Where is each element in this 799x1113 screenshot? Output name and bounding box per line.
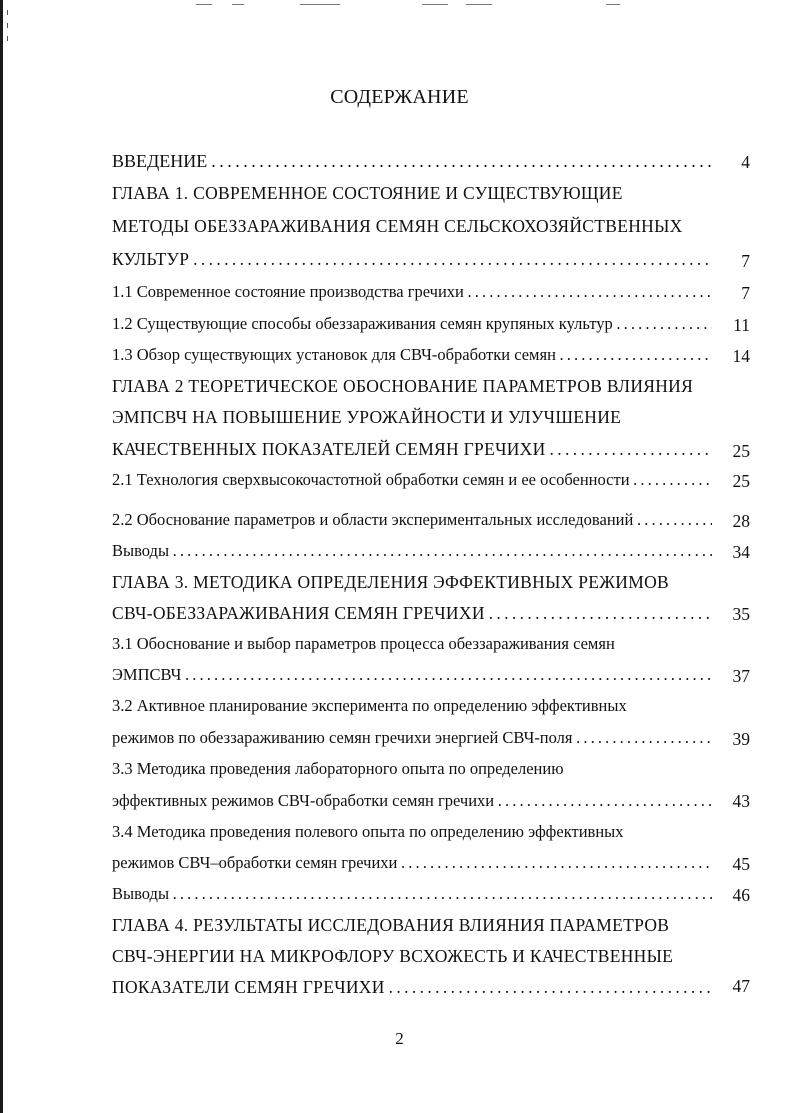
scan-top-mark — [466, 4, 492, 5]
toc-entry-introduction[interactable]: ВВЕДЕНИЕ . . . — [112, 150, 712, 172]
toc-page-number: 47 — [732, 976, 750, 996]
toc-page-number: 4 — [741, 152, 750, 172]
toc-page-number: 25 — [732, 441, 750, 461]
toc-chapter-3-line-1[interactable]: ГЛАВА 3. МЕТОДИКА ОПРЕДЕЛЕНИЯ ЭФФЕКТИВНЫХ РЕЖИМОВ — [112, 572, 669, 592]
toc-chapter-2-line-1[interactable]: ГЛАВА 2 ТЕОРЕТИЧЕСКОЕ ОБОСНОВАНИЕ ПАРАМЕТРОВ ВЛИЯНИЯ — [112, 376, 694, 396]
toc-page-number: 11 — [733, 315, 750, 335]
toc-chapter-2-line-2[interactable]: ЭМПСВЧ НА ПОВЫШЕНИЕ УРОЖАЙНОСТИ И УЛУЧШЕНИЕ — [112, 407, 622, 427]
scan-top-mark — [196, 4, 212, 5]
toc-chapter-4-line-3[interactable]: ПОКАЗАТЕЛИ СЕМЯН ГРЕЧИХИ . . . — [112, 976, 712, 998]
scan-top-mark — [300, 4, 340, 5]
toc-chapter-2-line-3[interactable]: КАЧЕСТВЕННЫХ ПОКАЗАТЕЛЕЙ СЕМЯН ГРЕЧИХИ . . . — [112, 438, 712, 460]
toc-chapter-1-line-2[interactable]: МЕТОДЫ ОБЕЗЗАРАЖИВАНИЯ СЕМЯН СЕЛЬСКОХОЗЯЙСТВЕННЫХ — [112, 216, 683, 236]
toc-section-1-2[interactable]: 1.2 Существующие способы обеззараживания семян крупяных культур . . . — [112, 313, 712, 335]
toc-section-3-1-line-2[interactable]: ЭМПСВЧ . . . — [112, 664, 712, 686]
toc-section-3-2-line-1[interactable]: 3.2 Активное планирование эксперимента по определению эффективных — [112, 696, 627, 715]
toc-page-number: 7 — [741, 283, 750, 303]
toc-chapter-1-line-3[interactable]: КУЛЬТУР . . . — [112, 248, 712, 270]
toc-page-number: 35 — [732, 604, 750, 624]
toc-page-number: 25 — [732, 471, 750, 491]
toc-page-number: 37 — [732, 666, 750, 686]
toc-page-number: 39 — [732, 729, 750, 749]
toc-section-3-3-line-2[interactable]: эффективных режимов СВЧ-обработки семян гречихи . . . — [112, 790, 712, 812]
toc-page-number: 46 — [732, 885, 750, 905]
toc-section-3-2-line-2[interactable]: режимов по обеззараживанию семян гречихи энергией СВЧ-поля . . . — [112, 727, 712, 749]
page-number: 2 — [395, 1029, 404, 1048]
toc-section-1-1[interactable]: 1.1 Современное состояние производства гречихи . . . — [112, 281, 712, 303]
scan-top-mark — [232, 4, 244, 5]
toc-chapter-1-line-1[interactable]: ГЛАВА 1. СОВРЕМЕННОЕ СОСТОЯНИЕ И СУЩЕСТВУЮЩИЕ — [112, 183, 623, 203]
toc-section-2-1[interactable]: 2.1 Технология сверхвысокочастотной обработки семян и ее особенности . . . — [112, 469, 712, 491]
scan-top-mark — [422, 4, 448, 5]
toc-chapter-3-line-2[interactable]: СВЧ-ОБЕЗЗАРАЖИВАНИЯ СЕМЯН ГРЕЧИХИ . . . — [112, 602, 712, 624]
toc-conclusions-2[interactable]: Выводы . . . — [112, 540, 712, 562]
toc-chapter-4-line-2[interactable]: СВЧ-ЭНЕРГИИ НА МИКРОФЛОРУ ВСХОЖЕСТЬ И КАЧЕСТВЕННЫЕ — [112, 946, 674, 966]
toc-page-number: 14 — [732, 346, 750, 366]
toc-section-1-3[interactable]: 1.3 Обзор существующих установок для СВЧ-обработки семян . . . — [112, 344, 712, 366]
toc-page-number: 45 — [732, 854, 750, 874]
scan-left-edge — [0, 0, 3, 1113]
scan-margin-marks — [6, 10, 10, 50]
toc-conclusions-3[interactable]: Выводы . . . — [112, 883, 712, 905]
toc-section-3-4-line-1[interactable]: 3.4 Методика проведения полевого опыта по определению эффективных — [112, 822, 624, 841]
page-title: СОДЕРЖАНИЕ — [330, 86, 469, 108]
toc-section-2-2[interactable]: 2.2 Обоснование параметров и области экспериментальных исследований . . . — [112, 509, 712, 531]
toc-section-3-4-line-2[interactable]: режимов СВЧ–обработки семян гречихи . . . — [112, 852, 712, 874]
scan-top-mark — [606, 4, 620, 5]
toc-section-3-3-line-1[interactable]: 3.3 Методика проведения лабораторного опыта по определению — [112, 759, 564, 778]
toc-page-number: 43 — [732, 791, 750, 811]
toc-page-number: 34 — [732, 542, 750, 562]
toc-section-3-1-line-1[interactable]: 3.1 Обоснование и выбор параметров процесса обеззараживания семян — [112, 634, 615, 653]
toc-page-number: 7 — [741, 251, 750, 271]
toc-chapter-4-line-1[interactable]: ГЛАВА 4. РЕЗУЛЬТАТЫ ИССЛЕДОВАНИЯ ВЛИЯНИЯ ПАРАМЕТРОВ — [112, 915, 670, 935]
toc-page-number: 28 — [732, 511, 750, 531]
